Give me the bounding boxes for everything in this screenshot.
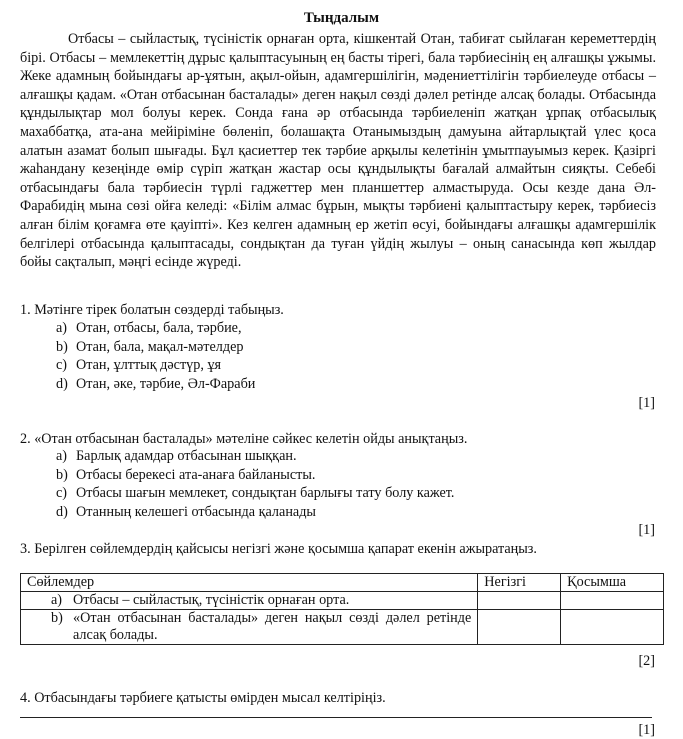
answer-cell-main-b[interactable] xyxy=(478,610,561,645)
question-1: 1. Мәтінге тірек болатын сөздерді табыңыз. xyxy=(20,302,284,318)
question-2: 2. «Отан отбасынан басталады» мәтеліне сәйкес келетін ойды анықтаңыз. xyxy=(20,431,468,447)
option-a: a) Отан, отбасы, бала, тәрбие, xyxy=(56,320,242,336)
option-d: d) Отан, әке, тәрбие, Әл-Фараби xyxy=(56,375,256,392)
question-3-mark: [2] xyxy=(638,653,655,669)
option-b: b) Отан, бала, мақал-мәтелдер xyxy=(56,338,244,355)
answer-cell-additional-a[interactable] xyxy=(561,592,664,610)
table-header-row xyxy=(21,574,664,592)
option-c: c) Отан, ұлттық дәстүр, ұя xyxy=(56,357,222,374)
passage-text: Отбасы – сыйластық, түсіністік орнаған орта, кішкентай Отан, табиғат сыйлаған кереметтердің бірі. Отбасы – мемлекеттің дұрыс қалыптасуының ең басты тірегі, бала тәрбиесінің ең алғашқы ұжымы. Жеке адамның бойындағы ар-ұятын, ақыл-ойын, адамгершілігін, мәдениеттілігін тәрбиелеуде отбасы – алғашқы қадам. «Отан отбасынан басталады» деген нақыл сөзді дәлел ретінде алсақ болады. Отбасында құндылықтар мол болуы керек. Сонда ғана әр отбасында тәрбиеленіп жатқан ұрпақ отбасылық махаббатқа, ата-ана мейіріміне бөленіп, болашақта Отанымыздың дамуына айтарлықтай үлес қоса алатын азамат болып шығады. Бұл қасиеттер тек тәрбие арқылы келетінін ұмытпауымыз керек. Қазіргі жаһандану кезеңінде өмір сүріп жатқан жастар осы құндылықты бағалай алмайтын сияқты. Себебі отбасындағы бала тәрбиесін түрлі гаджеттер мен планшеттер алмастыруда. Осы кезде дана Әл-Фарабидің мына сөзі ойға келеді: «Білім алмас бұрын, мықты тәрбиені қалыптастыру керек, тәрбиесіз алған білім қоғамға өте қауіпті». Кез келген адамның ер жетіп өсуі, бойындағы алғашқы адамгершілік белгілері отбасында қалыптасады, сондықтан да туған үйдің жылуы – оның санасында көп жылдар бойы сақталып, мәңгі есінде жүреді. xyxy=(20,31,656,271)
header-sentences: Сөйлемдер xyxy=(21,574,478,592)
table-row: b) «Отан отбасынан басталады» деген нақыл сөзді дәлел ретінде алсақ болады. xyxy=(21,610,664,645)
question-4: 4. Отбасындағы тәрбиеге қатысты өмірден мысал келтіріңіз. xyxy=(20,690,386,706)
option-a: a) Барлық адамдар отбасынан шыққан. xyxy=(56,448,297,464)
header-additional: Қосымша xyxy=(561,574,664,592)
answer-table xyxy=(20,573,664,645)
question-3: 3. Берілген сөйлемдердің қайсысы негізгі және қосымша қапарат екенін ажыратаңыз. xyxy=(20,541,537,557)
sentence-b: «Отан отбасынан басталады» деген нақыл сөзді дәлел ретінде алсақ болады. xyxy=(73,610,472,643)
answer-cell-main-a[interactable] xyxy=(478,592,561,610)
option-d: d) Отанның келешегі отбасында қаланады xyxy=(56,503,316,520)
header-main: Негізгі xyxy=(478,574,561,592)
table-row: a) Отбасы – сыйластық, түсіністік орнаған орта. xyxy=(21,592,664,610)
question-2-mark: [1] xyxy=(638,522,655,538)
question-4-mark: [1] xyxy=(638,722,655,738)
answer-line[interactable] xyxy=(20,717,652,718)
question-2-options xyxy=(56,447,454,521)
option-c: c) Отбасы шағын мемлекет, сондықтан барлығы тату болу кажет. xyxy=(56,485,455,502)
page-title: Тыңдалым xyxy=(303,10,380,26)
option-b: b) Отбасы берекесі ата-анаға байланысты. xyxy=(56,466,316,483)
question-1-mark: [1] xyxy=(638,395,655,411)
answer-cell-additional-b[interactable] xyxy=(561,610,664,645)
sentence-a: Отбасы – сыйластық, түсіністік орнаған орта. xyxy=(73,592,350,608)
question-1-options xyxy=(56,319,255,393)
reading-passage xyxy=(20,30,656,272)
